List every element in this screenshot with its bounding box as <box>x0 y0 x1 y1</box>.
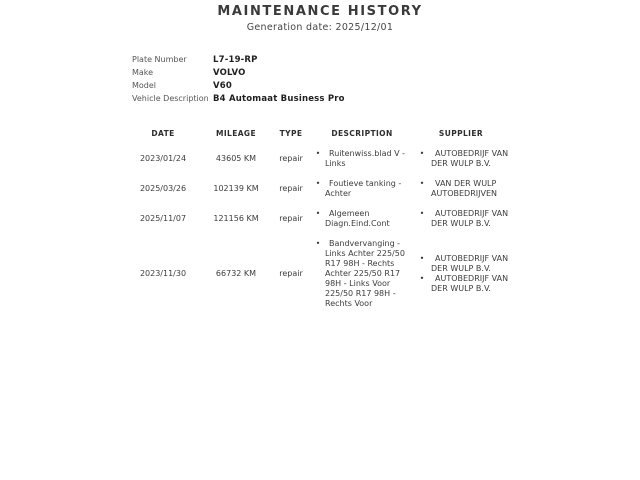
description-item <box>311 149 413 169</box>
column-header-description: DESCRIPTION <box>331 129 393 138</box>
type-cell: repair <box>279 214 303 223</box>
supplier-cell <box>413 144 509 174</box>
bullet-icon: • <box>315 239 321 248</box>
date-cell: 2023/01/24 <box>139 154 187 163</box>
supplier-item <box>413 274 509 294</box>
supplier-cell <box>413 234 509 314</box>
column-header-type: TYPE <box>279 129 303 138</box>
description-item <box>311 239 413 309</box>
type-cell: repair <box>279 269 303 278</box>
bullet-icon: • <box>419 274 425 283</box>
column-header-supplier: SUPPLIER <box>438 129 484 138</box>
description-text: Bandvervanging - Links Achter 225/50 R17 98H - Rechts Achter 225/50 R17 98H - Links Voor 225/50 R17 98H - Rechts Voor <box>325 239 405 308</box>
type-cell: repair <box>279 154 303 163</box>
description-text: Foutieve tanking - Achter <box>325 179 402 198</box>
make-label: Make <box>132 68 154 77</box>
vehicle-description-value: B4 Automaat Business Pro <box>213 94 345 104</box>
column-header-date: DATE <box>151 129 175 138</box>
maintenance-history-table <box>125 121 509 314</box>
mileage-cell: 121156 KM <box>213 214 259 223</box>
vehicle-info-row-make <box>132 68 640 81</box>
bullet-icon: • <box>419 149 425 158</box>
type-cell: repair <box>279 184 303 193</box>
vehicle-info-row-model <box>132 81 640 94</box>
description-cell <box>311 204 413 234</box>
description-cell <box>311 234 413 314</box>
plate-number-value: L7-19-RP <box>213 55 258 65</box>
plate-number-label: Plate Number <box>132 55 187 64</box>
date-cell: 2025/11/07 <box>139 214 187 223</box>
bullet-icon: • <box>315 149 321 158</box>
table-row <box>125 234 509 314</box>
bullet-icon: • <box>419 254 425 263</box>
column-header-mileage: MILEAGE <box>215 129 257 138</box>
page-title: MAINTENANCE HISTORY <box>217 4 423 19</box>
supplier-text: AUTOBEDRIJF VAN DER WULP B.V. <box>431 149 509 168</box>
description-text: Ruitenwiss.blad V - Links <box>325 149 405 168</box>
description-item <box>311 209 413 229</box>
model-label: Model <box>132 81 157 90</box>
supplier-text: AUTOBEDRIJF VAN DER WULP B.V. <box>431 209 509 228</box>
description-text: Algemeen Diagn.Eind.Cont <box>325 209 390 228</box>
supplier-item <box>413 149 509 169</box>
supplier-text: AUTOBEDRIJF VAN DER WULP B.V. <box>431 254 509 273</box>
table-row <box>125 144 509 174</box>
bullet-icon: • <box>315 179 321 188</box>
bullet-icon: • <box>419 209 425 218</box>
mileage-cell: 66732 KM <box>215 269 257 278</box>
vehicle-description-label: Vehicle Description <box>132 94 209 103</box>
table-row <box>125 204 509 234</box>
supplier-item <box>413 209 509 229</box>
bullet-icon: • <box>419 179 425 188</box>
supplier-item <box>413 179 509 199</box>
description-cell <box>311 144 413 174</box>
date-cell: 2023/11/30 <box>139 269 187 278</box>
description-item <box>311 179 413 199</box>
table-row <box>125 174 509 204</box>
supplier-cell <box>413 204 509 234</box>
generation-date: Generation date: 2025/12/01 <box>246 22 394 33</box>
date-cell: 2025/03/26 <box>139 184 187 193</box>
supplier-item <box>413 254 509 274</box>
supplier-cell <box>413 174 509 204</box>
make-value: VOLVO <box>213 68 246 78</box>
supplier-text: AUTOBEDRIJF VAN DER WULP B.V. <box>431 274 509 293</box>
vehicle-info-section <box>132 55 640 107</box>
table-header-row <box>125 121 509 144</box>
mileage-cell: 102139 KM <box>213 184 259 193</box>
bullet-icon: • <box>315 209 321 218</box>
model-value: V60 <box>213 81 233 91</box>
description-cell <box>311 174 413 204</box>
supplier-text: VAN DER WULP AUTOBEDRIJVEN <box>431 179 498 198</box>
vehicle-info-row-description <box>132 94 640 107</box>
vehicle-info-row-plate <box>132 55 640 68</box>
mileage-cell: 43605 KM <box>215 154 257 163</box>
